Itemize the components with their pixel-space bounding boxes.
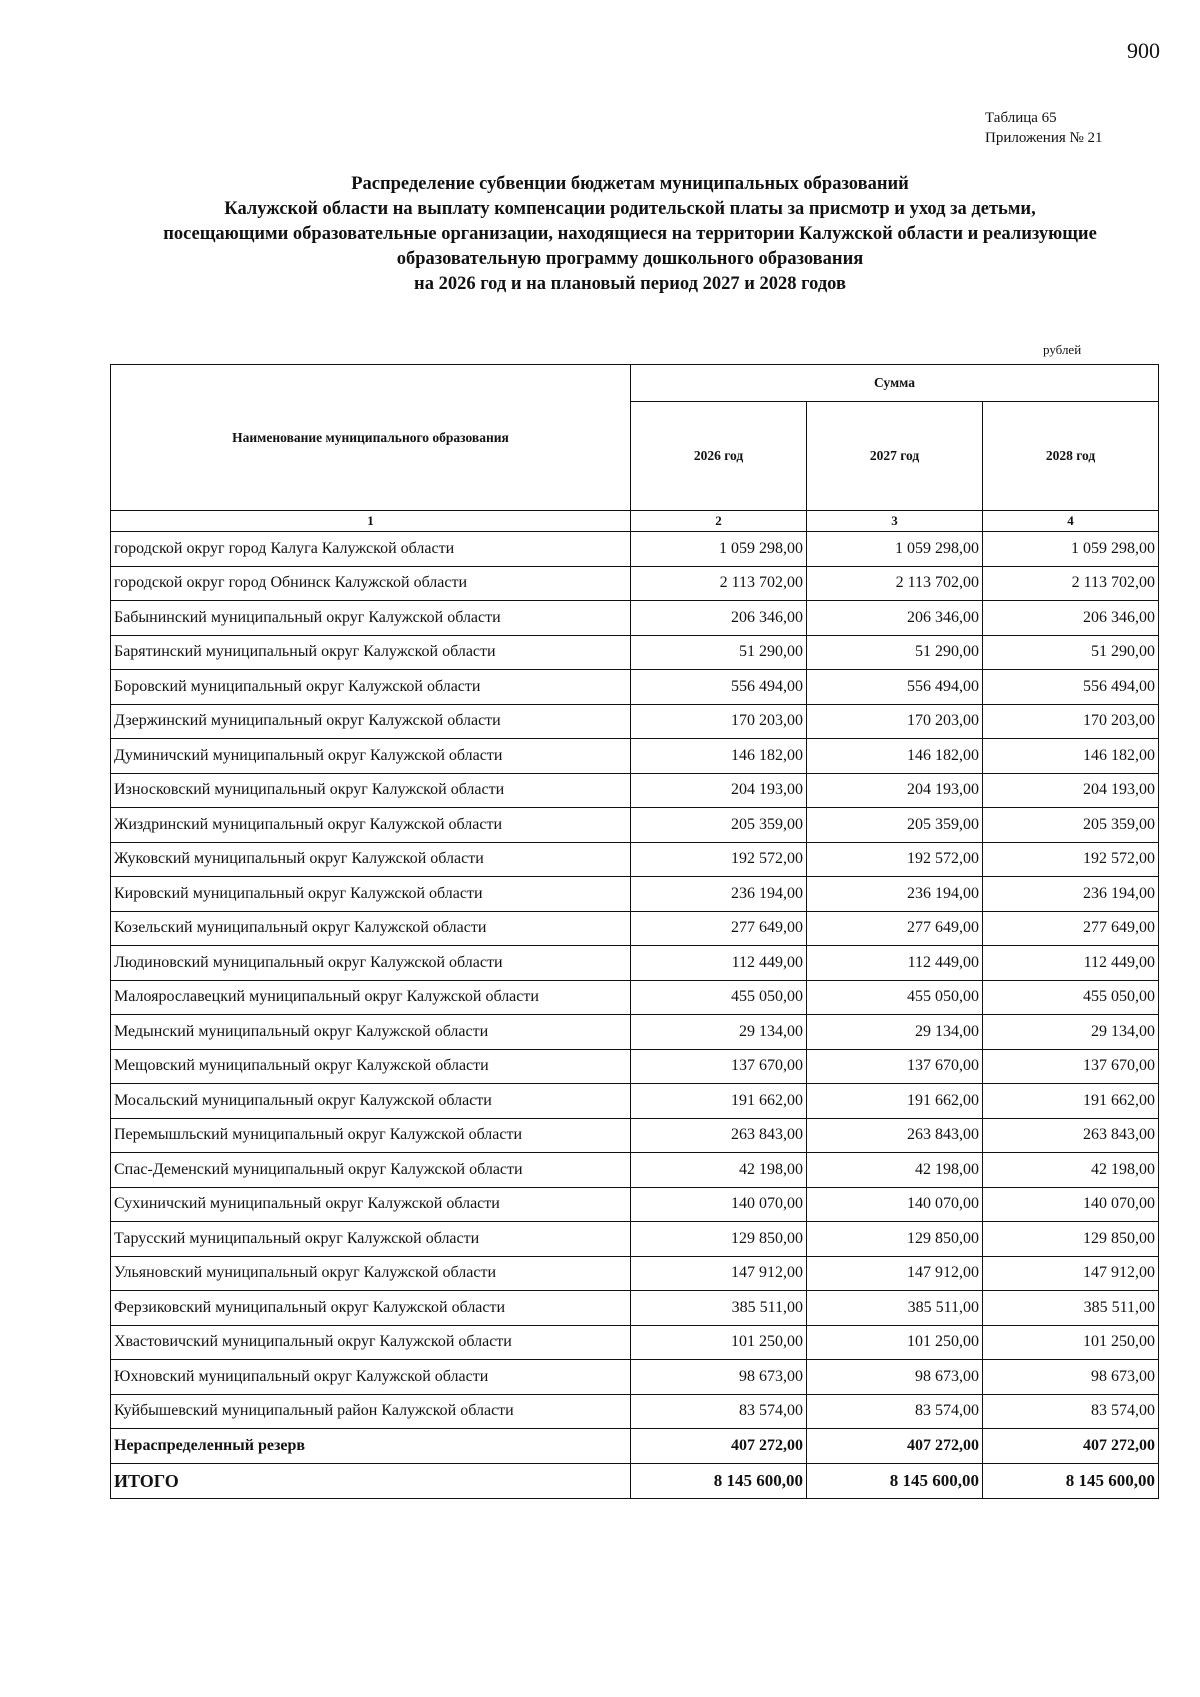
municipality-name: Юхновский муниципальный округ Калужской области bbox=[111, 1360, 631, 1395]
amount-2026: 140 070,00 bbox=[631, 1187, 807, 1222]
amount-2028: 192 572,00 bbox=[983, 842, 1159, 877]
amount-2027: 204 193,00 bbox=[807, 773, 983, 808]
amount-2027: 556 494,00 bbox=[807, 670, 983, 705]
amount-2027: 2 113 702,00 bbox=[807, 566, 983, 601]
table-row bbox=[111, 877, 1159, 912]
amount-2026: 455 050,00 bbox=[631, 980, 807, 1015]
title-line: Калужской области на выплату компенсации родительской платы за присмотр и уход за детьми, bbox=[224, 199, 1036, 219]
amount-2027: 170 203,00 bbox=[807, 704, 983, 739]
table-reference bbox=[985, 108, 1103, 148]
municipality-name: городской округ город Калуга Калужской области bbox=[111, 532, 631, 567]
amount-2028: 205 359,00 bbox=[983, 808, 1159, 843]
amount-2027: 146 182,00 bbox=[807, 739, 983, 774]
amount-2028: 98 673,00 bbox=[983, 1360, 1159, 1395]
municipality-name: Спас-Деменский муниципальный округ Калужской области bbox=[111, 1153, 631, 1188]
amount-2028: 137 670,00 bbox=[983, 1049, 1159, 1084]
amount-2027: 140 070,00 bbox=[807, 1187, 983, 1222]
municipality-name: Перемышльский муниципальный округ Калужской области bbox=[111, 1118, 631, 1153]
amount-2028: 147 912,00 bbox=[983, 1256, 1159, 1291]
amount-2026: 147 912,00 bbox=[631, 1256, 807, 1291]
municipality-name: Жиздринский муниципальный округ Калужской области bbox=[111, 808, 631, 843]
document-title bbox=[100, 172, 1160, 297]
amount-2026: 192 572,00 bbox=[631, 842, 807, 877]
amount-2028: 1 059 298,00 bbox=[983, 532, 1159, 567]
column-number: 1 bbox=[111, 511, 631, 532]
table-row bbox=[111, 842, 1159, 877]
table-row bbox=[111, 1015, 1159, 1050]
municipality-name: Медынский муниципальный округ Калужской области bbox=[111, 1015, 631, 1050]
reserve-row bbox=[111, 1429, 1159, 1464]
table-row bbox=[111, 1153, 1159, 1188]
municipality-name: Ульяновский муниципальный округ Калужской области bbox=[111, 1256, 631, 1291]
amount-2027: 98 673,00 bbox=[807, 1360, 983, 1395]
amount-2028: 101 250,00 bbox=[983, 1325, 1159, 1360]
municipality-name: Тарусский муниципальный округ Калужской области bbox=[111, 1222, 631, 1257]
table-row bbox=[111, 739, 1159, 774]
amount-2027: 455 050,00 bbox=[807, 980, 983, 1015]
amount-2028: 556 494,00 bbox=[983, 670, 1159, 705]
amount-2026: 51 290,00 bbox=[631, 635, 807, 670]
allocation-table bbox=[110, 364, 1159, 1499]
municipality-name: Мещовский муниципальный округ Калужской области bbox=[111, 1049, 631, 1084]
municipality-name: Ферзиковский муниципальный округ Калужской области bbox=[111, 1291, 631, 1326]
municipality-name: городской округ город Обнинск Калужской области bbox=[111, 566, 631, 601]
table-row bbox=[111, 1360, 1159, 1395]
table-row bbox=[111, 946, 1159, 981]
table-row bbox=[111, 1394, 1159, 1429]
page-number: 900 bbox=[1127, 38, 1160, 63]
table-row bbox=[111, 532, 1159, 567]
table-row bbox=[111, 1256, 1159, 1291]
amount-2026: 129 850,00 bbox=[631, 1222, 807, 1257]
municipality-name: Думиничский муниципальный округ Калужской области bbox=[111, 739, 631, 774]
amount-2026: 236 194,00 bbox=[631, 877, 807, 912]
amount-2028: 385 511,00 bbox=[983, 1291, 1159, 1326]
title-line: образовательную программу дошкольного образования bbox=[396, 249, 864, 269]
amount-2026: 277 649,00 bbox=[631, 911, 807, 946]
amount-2026: 98 673,00 bbox=[631, 1360, 807, 1395]
amount-2026: 170 203,00 bbox=[631, 704, 807, 739]
amount-2026: 2 113 702,00 bbox=[631, 566, 807, 601]
table-row bbox=[111, 635, 1159, 670]
total-name: ИТОГО bbox=[111, 1464, 631, 1499]
amount-2026: 1 059 298,00 bbox=[631, 532, 807, 567]
amount-2027: 192 572,00 bbox=[807, 842, 983, 877]
municipality-name: Жуковский муниципальный округ Калужской области bbox=[111, 842, 631, 877]
municipality-name: Хвастовичский муниципальный округ Калужской области bbox=[111, 1325, 631, 1360]
amount-2028: 129 850,00 bbox=[983, 1222, 1159, 1257]
amount-2028: 170 203,00 bbox=[983, 704, 1159, 739]
amount-2027: 29 134,00 bbox=[807, 1015, 983, 1050]
table-ref-line2: Приложения № 21 bbox=[985, 130, 1103, 146]
table-row bbox=[111, 601, 1159, 636]
table-row bbox=[111, 1291, 1159, 1326]
table-ref-line1: Таблица 65 bbox=[985, 110, 1057, 126]
amount-2028: 191 662,00 bbox=[983, 1084, 1159, 1119]
amount-2028: 263 843,00 bbox=[983, 1118, 1159, 1153]
amount-2027: 137 670,00 bbox=[807, 1049, 983, 1084]
amount-2028: 204 193,00 bbox=[983, 773, 1159, 808]
amount-2027: 277 649,00 bbox=[807, 911, 983, 946]
header-name-column: Наименование муниципального образования bbox=[111, 365, 631, 511]
total-2027: 8 145 600,00 bbox=[807, 1464, 983, 1499]
amount-2026: 263 843,00 bbox=[631, 1118, 807, 1153]
amount-2027: 191 662,00 bbox=[807, 1084, 983, 1119]
header-year-2026: 2026 год bbox=[631, 402, 807, 511]
table-row bbox=[111, 911, 1159, 946]
amount-2028: 146 182,00 bbox=[983, 739, 1159, 774]
title-line: посещающими образовательные организации, находящиеся на территории Калужской области и реализующие bbox=[163, 224, 1097, 244]
municipality-name: Людиновский муниципальный округ Калужской области bbox=[111, 946, 631, 981]
header-year-2028: 2028 год bbox=[983, 402, 1159, 511]
municipality-name: Барятинский муниципальный округ Калужской области bbox=[111, 635, 631, 670]
amount-2027: 1 059 298,00 bbox=[807, 532, 983, 567]
table-row bbox=[111, 1084, 1159, 1119]
amount-2028: 83 574,00 bbox=[983, 1394, 1159, 1429]
municipality-name: Куйбышевский муниципальный район Калужской области bbox=[111, 1394, 631, 1429]
amount-2027: 129 850,00 bbox=[807, 1222, 983, 1257]
column-number: 2 bbox=[631, 511, 807, 532]
amount-2027: 83 574,00 bbox=[807, 1394, 983, 1429]
amount-2026: 83 574,00 bbox=[631, 1394, 807, 1429]
municipality-name: Мосальский муниципальный округ Калужской области bbox=[111, 1084, 631, 1119]
amount-2027: 236 194,00 bbox=[807, 877, 983, 912]
amount-2026: 42 198,00 bbox=[631, 1153, 807, 1188]
municipality-name: Кировский муниципальный округ Калужской области bbox=[111, 877, 631, 912]
table-row bbox=[111, 1325, 1159, 1360]
table-body bbox=[111, 532, 1159, 1429]
amount-2028: 206 346,00 bbox=[983, 601, 1159, 636]
header-year-2027: 2027 год bbox=[807, 402, 983, 511]
total-2026: 8 145 600,00 bbox=[631, 1464, 807, 1499]
header-sum: Сумма bbox=[631, 365, 1159, 402]
amount-2028: 51 290,00 bbox=[983, 635, 1159, 670]
amount-2027: 112 449,00 bbox=[807, 946, 983, 981]
amount-2026: 146 182,00 bbox=[631, 739, 807, 774]
amount-2028: 42 198,00 bbox=[983, 1153, 1159, 1188]
amount-2027: 206 346,00 bbox=[807, 601, 983, 636]
column-number-row bbox=[111, 511, 1159, 532]
amount-2028: 140 070,00 bbox=[983, 1187, 1159, 1222]
amount-2026: 29 134,00 bbox=[631, 1015, 807, 1050]
reserve-2027: 407 272,00 bbox=[807, 1429, 983, 1464]
reserve-2028: 407 272,00 bbox=[983, 1429, 1159, 1464]
total-2028: 8 145 600,00 bbox=[983, 1464, 1159, 1499]
title-line: Распределение субвенции бюджетам муниципальных образований bbox=[351, 174, 909, 194]
municipality-name: Боровский муниципальный округ Калужской области bbox=[111, 670, 631, 705]
amount-2027: 42 198,00 bbox=[807, 1153, 983, 1188]
amount-2028: 112 449,00 bbox=[983, 946, 1159, 981]
table-row bbox=[111, 704, 1159, 739]
units-label: рублей bbox=[1043, 342, 1082, 357]
table-row bbox=[111, 1049, 1159, 1084]
amount-2027: 205 359,00 bbox=[807, 808, 983, 843]
municipality-name: Износковский муниципальный округ Калужской области bbox=[111, 773, 631, 808]
amount-2027: 147 912,00 bbox=[807, 1256, 983, 1291]
title-line: на 2026 год и на плановый период 2027 и 2028 годов bbox=[414, 274, 846, 294]
municipality-name: Бабынинский муниципальный округ Калужской области bbox=[111, 601, 631, 636]
amount-2026: 112 449,00 bbox=[631, 946, 807, 981]
amount-2026: 137 670,00 bbox=[631, 1049, 807, 1084]
amount-2028: 236 194,00 bbox=[983, 877, 1159, 912]
amount-2026: 556 494,00 bbox=[631, 670, 807, 705]
table-row bbox=[111, 1187, 1159, 1222]
amount-2027: 101 250,00 bbox=[807, 1325, 983, 1360]
table-row bbox=[111, 1222, 1159, 1257]
amount-2027: 263 843,00 bbox=[807, 1118, 983, 1153]
total-row bbox=[111, 1464, 1159, 1499]
municipality-name: Дзержинский муниципальный округ Калужской области bbox=[111, 704, 631, 739]
reserve-name: Нераспределенный резерв bbox=[111, 1429, 631, 1464]
table-row bbox=[111, 566, 1159, 601]
table-row bbox=[111, 1118, 1159, 1153]
amount-2026: 204 193,00 bbox=[631, 773, 807, 808]
amount-2026: 101 250,00 bbox=[631, 1325, 807, 1360]
table-row bbox=[111, 670, 1159, 705]
table-row bbox=[111, 773, 1159, 808]
table-row bbox=[111, 980, 1159, 1015]
amount-2026: 205 359,00 bbox=[631, 808, 807, 843]
amount-2027: 385 511,00 bbox=[807, 1291, 983, 1326]
municipality-name: Малоярославецкий муниципальный округ Калужской области bbox=[111, 980, 631, 1015]
table-row bbox=[111, 808, 1159, 843]
municipality-name: Козельский муниципальный округ Калужской области bbox=[111, 911, 631, 946]
amount-2026: 206 346,00 bbox=[631, 601, 807, 636]
municipality-name: Сухиничский муниципальный округ Калужской области bbox=[111, 1187, 631, 1222]
amount-2028: 2 113 702,00 bbox=[983, 566, 1159, 601]
amount-2028: 29 134,00 bbox=[983, 1015, 1159, 1050]
column-number: 4 bbox=[983, 511, 1159, 532]
reserve-2026: 407 272,00 bbox=[631, 1429, 807, 1464]
amount-2026: 385 511,00 bbox=[631, 1291, 807, 1326]
column-number: 3 bbox=[807, 511, 983, 532]
amount-2027: 51 290,00 bbox=[807, 635, 983, 670]
amount-2028: 455 050,00 bbox=[983, 980, 1159, 1015]
amount-2026: 191 662,00 bbox=[631, 1084, 807, 1119]
amount-2028: 277 649,00 bbox=[983, 911, 1159, 946]
